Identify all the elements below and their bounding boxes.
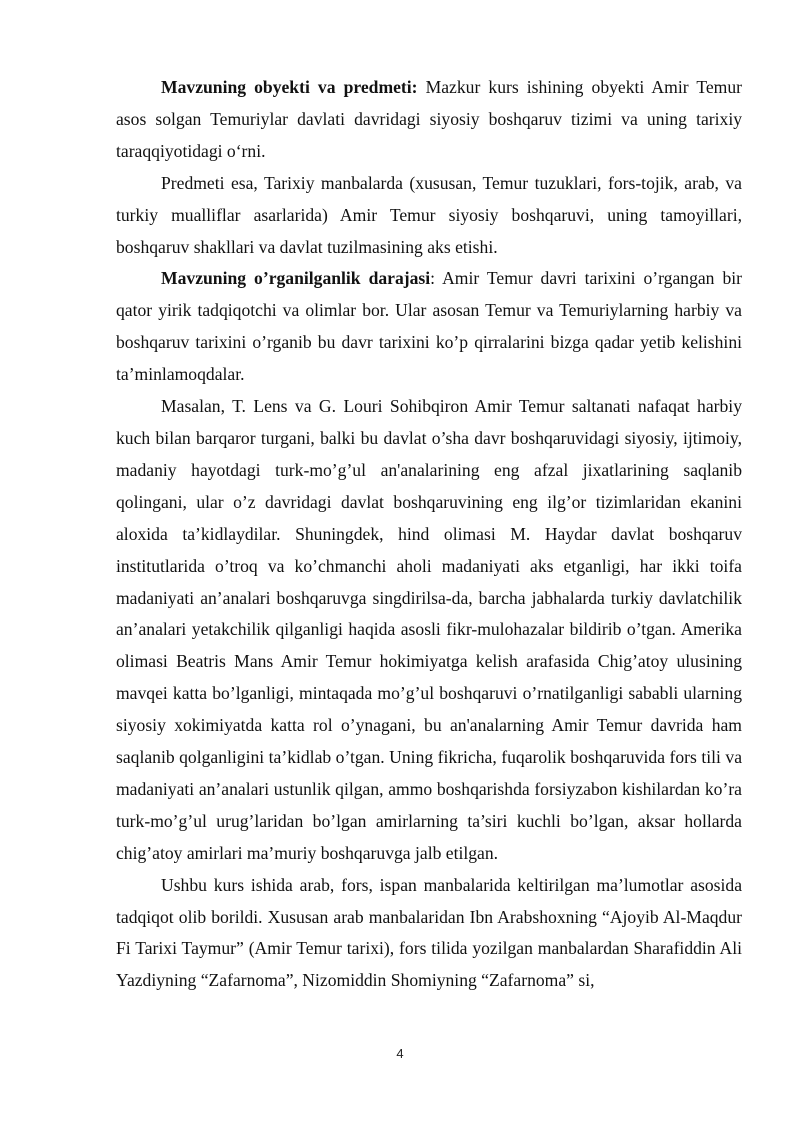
paragraph-study-level <box>116 263 742 391</box>
paragraph-lead: Mavzuning obyekti va predmeti: <box>161 77 418 97</box>
paragraph-object-subject <box>116 72 742 168</box>
paragraph-text: Masalan, T. Lens va G. Louri Sohibqiron Amir Temur saltanati nafaqat harbiy kuch bilan barqaror turgani, balki bu davlat o’sha davr boshqaruvidagi siyosiy, ijtimoiy, madaniy hayotdagi turk-mo’g’ul an'analarining eng afzal jixatlarining saqlanib qolingani, ular o’z davridagi davlat boshqaruvining eng ilg’or tizimlaridan ekanini aloxida ta’kidlaydilar. Shuningdek, hind olimasi M. Haydar davlat boshqaruv institutlarida o’troq va ko’chmanchi aholi madaniyati aks etganligi, har ikki toifa madaniyati an’analari boshqaruvga singdirilsa-da, barcha jabhalarda turkiy davlatchilik an’analari yetakchilik qilganligi haqida asosli fikr-mulohazalar bildirib o’tgan. Amerika olimasi Beatris Mans Amir Temur hokimiyatga kelish arafasida Chig’atoy ulusining mavqei katta bo’lganligi, mintaqada mo’g’ul boshqaruvi o’rnatilganligi sababli ularning siyosiy xokimiyatda katta rol o’ynagani, bu an'analarning Amir Temur davrida ham saqlanib qolganligini ta’kidlab o’tgan. Uning fikricha, fuqarolik boshqaruvida fors tili va madaniyati an’analari ustunlik qilgan, ammo boshqarishda forsiyzabon kishilardan ko’ra turk-mo’g’ul urug’laridan bo’lgan amirlarning ta’siri kuchli bo’lgan, aksar hollarda chig’atoy amirlari ma’muriy boshqaruvga jalb etilgan. <box>116 396 742 863</box>
paragraph-subject <box>116 168 742 264</box>
paragraph-text: Mazkur kurs ishining obyekti Amir Temur asos solgan Temuriylar davlati davridagi siyosiy boshqaruv tizimi va uning tarixiy taraqqiyotidagi o‘rni. <box>116 77 742 161</box>
paragraph-text: Predmeti esa, Tarixiy manbalarda (xususan, Temur tuzuklari, fors-tojik, arab, va turkiy mualliflar asarlarida) Amir Temur siyosiy boshqaruvi, uning tamoyillari, boshqaruv shakllari va davlat tuzilmasining aks etishi. <box>116 172 742 257</box>
paragraph-lead: Mavzuning o’rganilganlik darajasi <box>161 268 431 289</box>
paragraph-sources <box>116 870 742 998</box>
paragraph-text: : Amir Temur davri tarixini o’rgangan bir qator yirik tadqiqotchi va olimlar bor. Ular asosan Temur va Temuriylarning harbiy va boshqaruv tarixini o’rganib bu davr tarixini ko’p qirralarini bizga qadar yetib kelishini ta’minlamoqdalar. <box>116 268 743 385</box>
paragraph-researchers <box>116 391 742 870</box>
paragraph-text: Ushbu kurs ishida arab, fors, ispan manbalarida keltirilgan ma’lumotlar asosida tadqiqot olib borildi. Xususan arab manbalaridan Ibn Arabshoxning “Ajoyib Al-Maqdur Fi Tarixi Taymur” (Amir Temur tarixi), fors tilida yozilgan manbalardan Sharafiddin Ali Yazdiyning “Zafarnoma”, Nizomiddin Shomiyning “Zafarnoma” si, <box>116 874 742 991</box>
page-number: 4 <box>396 1046 404 1061</box>
